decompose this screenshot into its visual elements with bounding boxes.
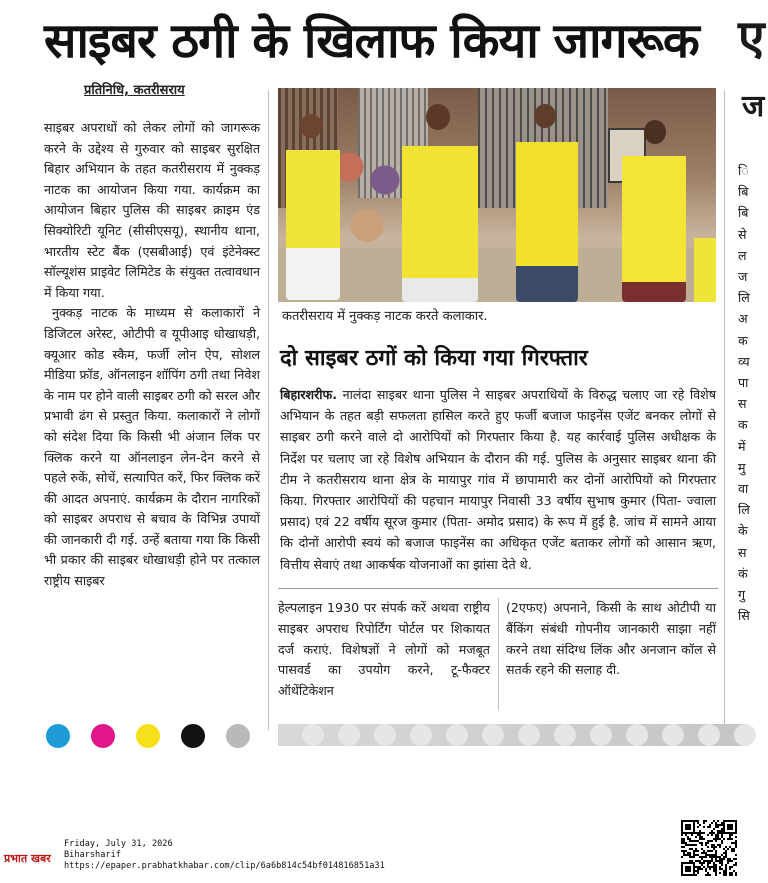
color-bar-dot	[554, 724, 576, 746]
adjacent-text-fragment: क	[738, 332, 748, 348]
section-divider	[278, 588, 718, 589]
color-bar-dot	[374, 724, 396, 746]
color-swatch	[226, 724, 250, 748]
story-column-left	[44, 118, 260, 592]
color-bar-dot	[482, 724, 504, 746]
color-swatch	[46, 724, 70, 748]
color-swatch	[181, 724, 205, 748]
adjacent-text-fragment: कं	[738, 565, 748, 581]
adjacent-text-fragment: लि	[738, 290, 750, 306]
adjacent-headline-fragment: ए	[738, 10, 765, 66]
adjacent-text-fragment: में	[738, 438, 746, 454]
color-bar-dot	[302, 724, 324, 746]
publisher-logo: प्रभात खबर	[4, 852, 51, 865]
color-bar-dot	[626, 724, 648, 746]
adjacent-text-fragment: ज	[738, 269, 748, 284]
qr-code[interactable]	[681, 820, 737, 876]
adjacent-headline-fragment: ज	[742, 89, 765, 124]
adjacent-text-fragment: से	[738, 226, 747, 242]
adjacent-text-fragment: ल	[738, 247, 747, 263]
adjacent-text-fragment: बि	[738, 184, 749, 200]
story-body-text: नालंदा साइबर थाना पुलिस ने साइबर अपराधियों के विरुद्ध चलाए जा रहे विशेष अभियान के तहत बड़ी सफलता हासिल करते हुए फर्जी बजाज फाइनेंस एजेंट बनकर लोगों से साइबर ठगी करने वाले दो आरोपियों को गिरफ्तार किया है. यह कार्रवाई पुलिस अधीक्षक के निर्देश पर चलाए जा रहे विशेष अभियान के दौरान की गई. पुलिस के अनुसार साइबर थाना की टीम ने कतरीसराय थाना क्षेत्र के मायापुर गांव में छापामारी कर दोनों आरोपियों को गिरफ्तार किया. गिरफ्तार आरोपियों की पहचान मायापुर निवासी 33 वर्षीय सुभाष कुमार (पिता- ज्वाला प्रसाद) एवं 22 वर्षीय सूरज कुमार (पिता- अमोद प्रसाद) के रूप में हुई है. जांच में सामने आया कि दोनों आरोपी स्वयं को बजाज फाइनेंस का अधिकृत एजेंट बताकर लोगों को आसान ऋण, वित्तीय सेवाएं तथा आकर्षक योजनाओं का झांसा देते थे.	[280, 387, 716, 572]
clip-metadata	[64, 839, 385, 872]
color-bar-dot	[734, 724, 756, 746]
adjacent-text-fragment: बि	[738, 205, 749, 221]
color-bar-dot	[338, 724, 360, 746]
color-bar-dot	[662, 724, 684, 746]
dateline: बिहारशरीफ.	[280, 387, 338, 402]
print-color-bar	[278, 724, 748, 746]
clip-edition: Biharsharif	[64, 850, 121, 860]
color-bar-dot	[698, 724, 720, 746]
byline: प्रतिनिधि, कतरीसराय	[84, 83, 185, 98]
adjacent-text-fragment: पा	[738, 375, 749, 390]
continuation-column-1: हेल्पलाइन 1930 पर संपर्क करें अथवा राष्ट्रीय साइबर अपराध रिपोर्टिंग पोर्टल पर शिकायत दर्ज कराएं. विशेषज्ञों ने लोगों को मजबूत पासवर्ड का उपयोग करने, टू-फैक्टर ऑथेंटिकेशन	[278, 600, 490, 699]
adjacent-text-fragment: क	[738, 417, 748, 433]
color-bar-dot	[410, 724, 432, 746]
story-paragraph-2: नुक्कड़ नाटक के माध्यम से कलाकारों ने डिजिटल अरेस्ट, ओटीपी व यूपीआइ धोखाधड़ी, क्यूआर कोड स्कैम, फर्जी लोन ऐप, सोशल मीडिया फ्रॉड, ऑनलाइन शॉपिंग ठगी तथा निवेश के नाम पर होने वाली साइबर ठगी को सरल और प्रभावी ढंग से प्रस्तुत किया. कलाकारों ने लोगों को संदेश दिया कि किसी भी अंजान लिंक पर क्लिक करने या ऑनलाइन लेन-देन करने से पहले रुकें, सोचें, सत्यापित करें, फिर क्लिक करें की आदत अपनाएं. कार्यक्रम के दौरान नागरिकों को साइबर अपराध से बचाव के विभिन्न उपायों की जानकारी दी गई. उन्हें बताया गया कि किसी भी प्रकार की साइबर धोखाधड़ी होने पर तत्काल राष्ट्रीय साइबर	[44, 305, 260, 589]
story-paragraph-1: साइबर अपराधों को लेकर लोगों को जागरूक करने के उद्देश्य से गुरुवार को साइबर सुरक्षित बिहार अभियान के तहत कतरीसराय में नुक्कड़ नाटक का आयोजन किया गया. कार्यक्रम का आयोजन बिहार पुलिस की साइबर क्राइम एंड सिक्योरिटी यूनिट (सीसीएसयू), स्थानीय थाना, भारतीय स्टेट बैंक (एसबीआई) एवं इंटेनेक्स्ट सॉल्यूशंस प्राइवेट लिमिटेड के संयुक्त तत्वावधान में किया गया.	[44, 120, 260, 300]
adjacent-text-fragment: स	[738, 544, 747, 560]
story-body	[280, 384, 716, 575]
adjacent-text-fragment: मु	[738, 459, 746, 475]
adjacent-text-fragment: अ	[738, 311, 748, 327]
color-swatch	[91, 724, 115, 748]
adjacent-text-fragment: सि	[738, 608, 750, 624]
page-headline: साइबर ठगी के खिलाफ किया जागरूक	[44, 13, 699, 69]
adjacent-text-fragment: लि	[738, 502, 750, 518]
color-swatch	[136, 724, 160, 748]
continuation-column-2: (2एफए) अपनाने, किसी के साथ ओटीपी या बैंकिंग संबंधी गोपनीय जानकारी साझा नहीं करने तथा संदिग्ध लिंक और अनजान कॉल से सतर्क रहने की सलाह दी.	[506, 600, 716, 678]
adjacent-text-fragment: स	[738, 396, 747, 412]
adjacent-text-fragment: वा	[738, 481, 749, 496]
column-divider	[268, 90, 269, 730]
adjacent-text-fragment: ि	[738, 163, 749, 178]
clip-url[interactable]: https://epaper.prabhatkhabar.com/clip/6a6b814c54bf014816851a31	[64, 861, 385, 871]
story-title: दो साइबर ठगों को किया गया गिरफ्तार	[280, 346, 588, 371]
color-bar-dot	[446, 724, 468, 746]
adjacent-article-strip	[718, 0, 765, 760]
adjacent-text-fragment: व्य	[738, 353, 750, 369]
column-divider	[498, 598, 499, 710]
color-bar-dot	[590, 724, 612, 746]
story-photo	[278, 88, 716, 302]
color-bar-dot	[518, 724, 540, 746]
photo-caption: कतरीसराय में नुक्कड़ नाटक करते कलाकार.	[282, 309, 488, 324]
adjacent-text-fragment: गु	[738, 587, 746, 602]
clip-date: Friday, July 31, 2026	[64, 839, 173, 849]
adjacent-text-fragment: के	[738, 523, 748, 539]
